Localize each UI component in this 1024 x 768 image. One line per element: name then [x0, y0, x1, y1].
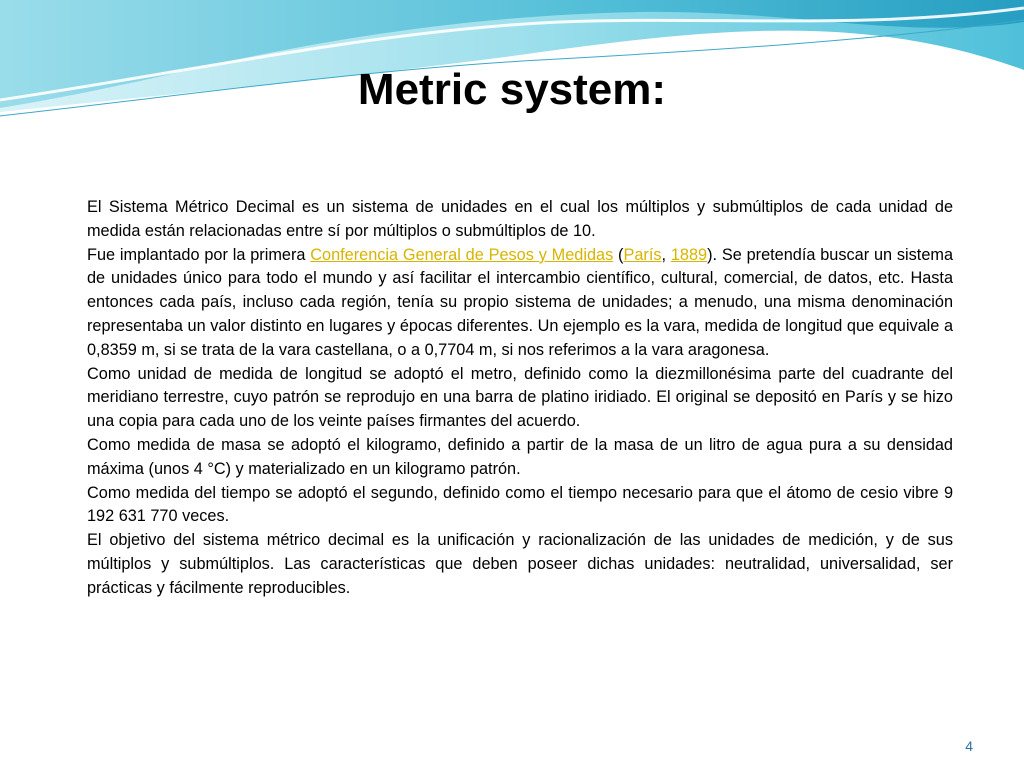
comma-text: ,: [661, 245, 671, 264]
slide-body: [87, 196, 953, 601]
paragraph-length: Como unidad de medida de longitud se adoptó el metro, definido como la diezmillonésima parte del cuadrante del meridiano terrestre, cuyo patrón se reprodujo en una barra de platino iridiado. El original se depositó en París y se hizo una copia para cada uno de los veinte países firmantes del acuerdo.: [87, 364, 953, 431]
paragraph-objective: El objetivo del sistema métrico decimal es la unificación y racionalización de las unidades de medición, y de sus múltiplos y submúltiplos. Las características que deben poseer dichas unidades: neutralidad, universalidad, ser prácticas y fácilmente reproducibles.: [87, 531, 953, 597]
history-intro-text: Fue implantado por la primera: [87, 245, 311, 264]
link-1889[interactable]: 1889: [670, 245, 708, 264]
paragraph-time: Como medida del tiempo se adoptó el segundo, definido como el tiempo necesario para que el átomo de cesio vibre 9 192 631 770 veces.: [87, 483, 953, 526]
paragraph-history: [87, 244, 953, 363]
paragraph-definition: El Sistema Métrico Decimal es un sistema de unidades en el cual los múltiplos y submúltiplos de cada unidad de medida están relacionadas entre sí por múltiplos o submúltiplos de 10.: [87, 198, 953, 240]
slide-title: Metric system:: [357, 65, 667, 114]
link-conferencia-general[interactable]: Conferencia General de Pesos y Medidas: [310, 245, 614, 264]
history-body-text: ). Se pretendía buscar un sistema de unidades único para todo el mundo y así facilitar el intercambio científico, cultural, comercial, de datos, etc. Hasta entonces cada país, incluso cada región, tenía su propio sistema de unidades; a menudo, una misma denominación representaba un valor distinto en lugares y épocas diferentes. Un ejemplo es la vara, medida de longitud que equivale a 0,8359 m, si se trata de la vara castellana, o a 0,7704 m, si nos referimos a la vara aragonesa.: [87, 245, 953, 359]
paragraph-mass: Como medida de masa se adoptó el kilogramo, definido a partir de la masa de un litro de agua pura a su densidad máxima (unos 4 °C) y materializado en un kilogramo patrón.: [87, 435, 953, 478]
open-paren-text: (: [613, 245, 624, 264]
link-paris[interactable]: París: [623, 245, 662, 264]
page-number: 4: [965, 738, 973, 754]
